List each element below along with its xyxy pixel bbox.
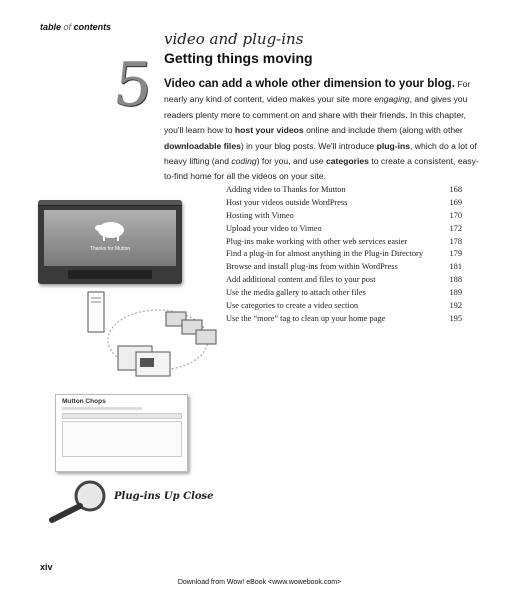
video-window-bar (38, 200, 182, 206)
toc-entry-title: Use categories to create a video section (226, 300, 359, 310)
toc-entry-page: 179 (449, 249, 462, 259)
toc-entry[interactable] (226, 196, 462, 209)
chapter-intro (164, 76, 482, 185)
toc-entry-title: Browse and install plug-ins from within WordPress (226, 262, 398, 272)
chapter-title: Getting things moving (164, 50, 313, 66)
intro-lead: Video can add a whole other dimension to your blog. (164, 77, 455, 90)
dashboard-editor-toolbar (62, 413, 182, 419)
toc-entry[interactable] (226, 299, 462, 312)
intro-text-6: ) for you, and use (256, 156, 326, 167)
toc-entry-page: 195 (449, 313, 462, 323)
intro-text-3: online and include them (along with other (303, 125, 463, 136)
toc-list (226, 183, 462, 325)
dashboard-nav-line (62, 407, 142, 410)
header-of: of (63, 22, 72, 32)
dashboard-screenshot (55, 394, 188, 472)
toc-entry-title: Upload your video to Vimeo (226, 223, 322, 233)
video-thumbnail-icon (140, 358, 154, 367)
video-caption: Thanks for Mutton (89, 246, 131, 252)
sheep-icon (94, 220, 128, 242)
dashboard-title: Mutton Chops (62, 398, 106, 405)
plugins-up-close-label: Plug-ins Up Close (114, 491, 214, 502)
toc-entry[interactable] (226, 235, 462, 248)
running-header (40, 22, 111, 32)
toc-entry[interactable] (226, 273, 462, 286)
footer-note: Download from Wow! eBook <www.wowebook.com> (177, 579, 342, 586)
intro-em-engaging: engaging (374, 94, 410, 105)
toc-entry-title: Use the “more” tag to clean up your home page (226, 313, 386, 323)
header-prefix: table (40, 22, 62, 32)
video-hosting-diagram (58, 290, 228, 400)
toc-entry[interactable] (226, 222, 462, 235)
toc-entry-page: 192 (449, 300, 462, 310)
intro-bold-categories: categories (325, 156, 369, 167)
intro-text-2: , and gives you readers plenty more to comment on and share with their friends. In this chapter, you'll learn how to (164, 94, 468, 136)
toc-entry[interactable] (226, 247, 462, 260)
toc-entry-page: 172 (449, 223, 462, 233)
magnifying-glass-icon (44, 478, 114, 526)
toc-entry-page: 178 (449, 236, 462, 246)
video-player-illustration (38, 200, 182, 284)
video-screen (44, 210, 176, 266)
toc-entry-page: 169 (449, 197, 462, 207)
toc-entry-title: Host your videos outside WordPress (226, 197, 348, 207)
intro-em-coding: coding (231, 156, 257, 167)
toc-entry[interactable] (226, 312, 462, 325)
toc-entry-title: Plug-ins make working with other web services easier (226, 236, 408, 246)
toc-entry-page: 189 (449, 288, 462, 298)
chapter-handwritten-title: video and plug-ins (164, 30, 304, 48)
toc-entry[interactable] (226, 209, 462, 222)
intro-text-5: , which do a lot of heavy lifting (and (164, 140, 477, 167)
intro-text-4: ) in your blog posts. We'll introduce (240, 140, 377, 151)
intro-text-1: For nearly any kind of content, video makes your site more (164, 79, 471, 105)
toc-entry-page: 181 (449, 262, 462, 272)
toc-entry-title: Find a plug-in for almost anything in the Plug-in Directory (226, 249, 424, 259)
toc-entry-page: 168 (449, 184, 462, 194)
toc-entry-title: Use the media gallery to attach other files (226, 288, 366, 298)
toc-entry-page: 188 (449, 275, 462, 285)
toc-entry-title: Add additional content and files to your post (226, 275, 376, 285)
chapter-number: 5 (110, 50, 156, 120)
toc-entry-title: Hosting with Vimeo (226, 210, 294, 220)
toc-entry-page: 170 (449, 210, 462, 220)
header-suffix: contents (73, 22, 112, 32)
toc-entry[interactable] (226, 286, 462, 299)
toc-entry[interactable] (226, 183, 462, 196)
page-number: xiv (40, 562, 53, 572)
intro-bold-plugins: plug-ins (376, 140, 411, 151)
intro-text-7: to create a consistent, easy-to-find home for all the videos on your site. (164, 156, 479, 182)
toc-entry-title: Adding video to Thanks for Mutton (226, 184, 346, 194)
intro-bold-host: host your videos (234, 125, 304, 136)
toc-entry[interactable] (226, 260, 462, 273)
monitor-icon (196, 330, 216, 344)
intro-bold-files: downloadable files (164, 140, 241, 151)
video-controls-bar (68, 270, 152, 279)
dashboard-editor-area (62, 421, 182, 457)
